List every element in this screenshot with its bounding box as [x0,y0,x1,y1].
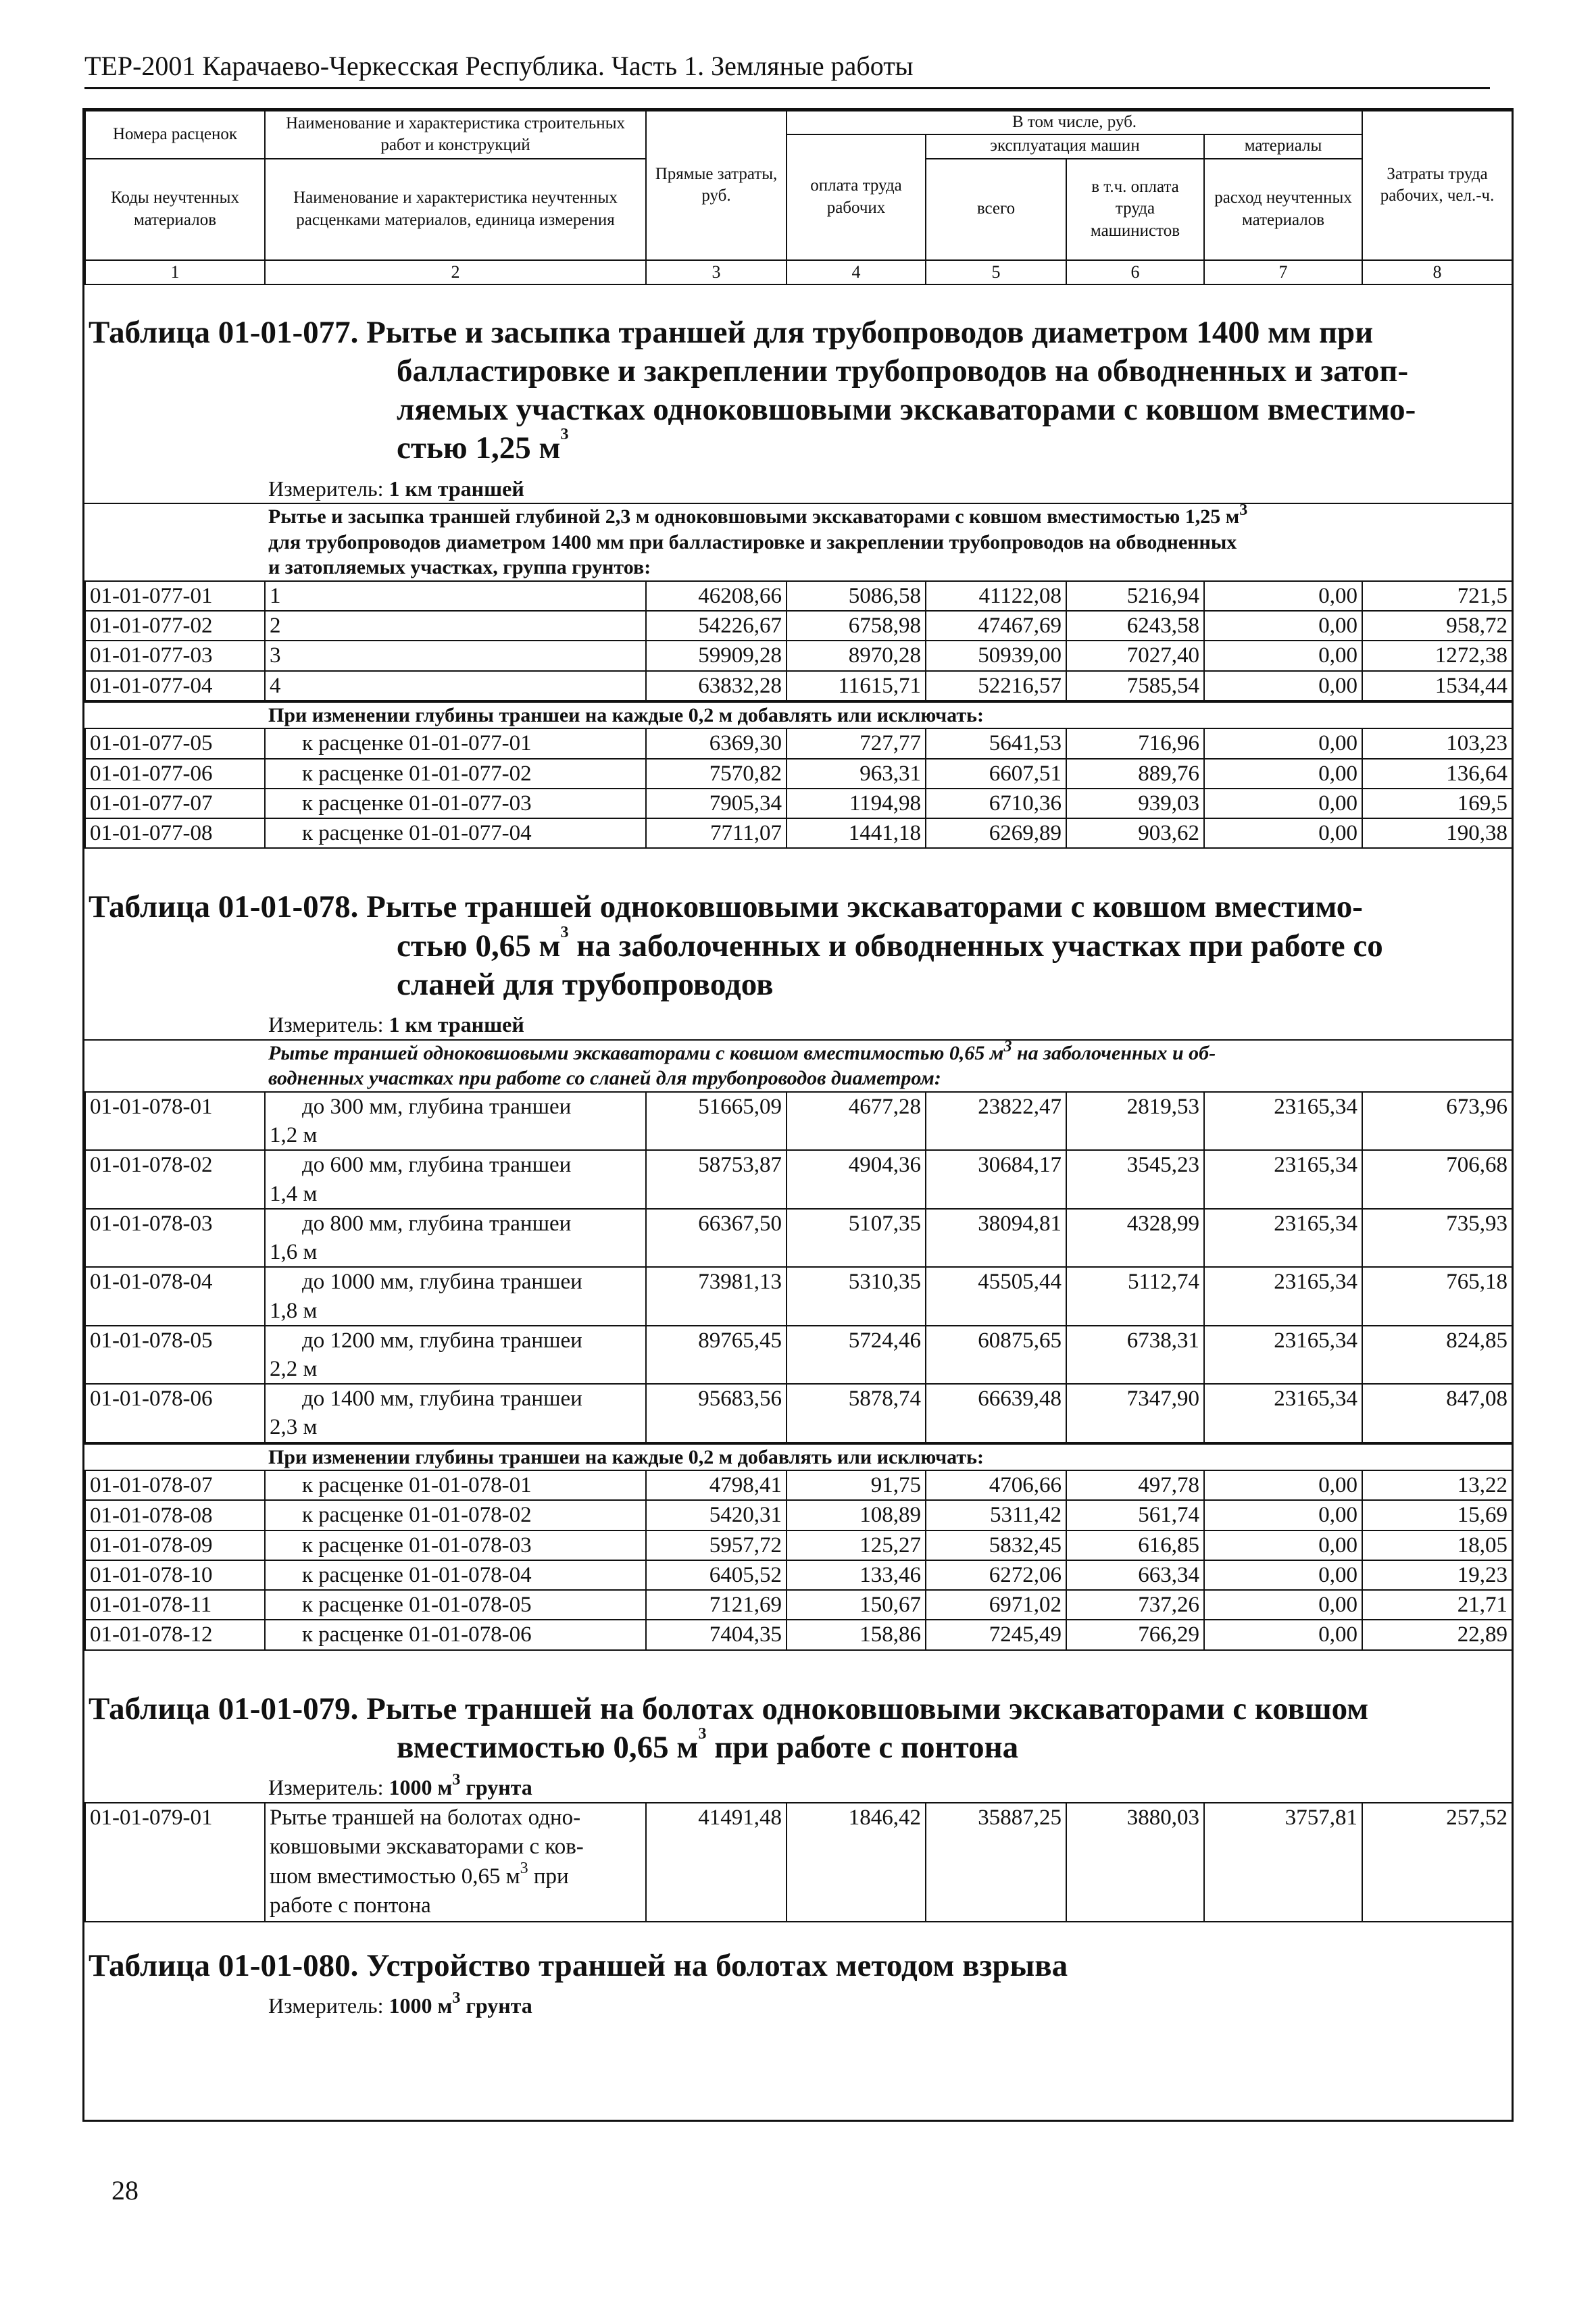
row-value: 5832,45 [926,1530,1066,1560]
row-value: 133,46 [787,1560,926,1590]
row-code: 01-01-078-08 [85,1500,265,1530]
table-077-title-line1: Рытье и засыпка траншей для трубопроводов диаметром 1400 мм при [366,314,1374,350]
row-value: 1846,42 [787,1803,926,1922]
row-value: 0,00 [1204,1500,1362,1530]
page-number: 28 [111,2175,139,2206]
col-num: 6 [1066,260,1204,284]
row-value: 765,18 [1362,1267,1512,1325]
table-079-meter: Измеритель: 1000 $м^3$ грунта [268,1771,532,1800]
row-name: к расценке 01-01-078-03 [265,1530,646,1560]
table-077-label: Таблица 01-01-077. [89,314,359,350]
row-name: 2 [265,611,646,641]
row-value: 58753,87 [646,1150,787,1208]
col2-top: Наименование и характеристика строительных работ и конструкций [265,111,646,159]
row-code: 01-01-078-01 [85,1092,265,1150]
table-row [85,1500,1512,1530]
row-value: 190,38 [1362,818,1512,848]
row-code: 01-01-078-11 [85,1590,265,1620]
table-080-meter: Измеритель: 1000 $м^3$ грунта [268,1989,532,2018]
row-code: 01-01-077-08 [85,818,265,848]
row-value: 7121,69 [646,1590,787,1620]
table-row [85,1803,1512,1922]
table-078-section2: При изменении глубины траншеи на каждые 0,2 м добавлять или исключать: [84,1443,1512,1470]
row-value: 66639,48 [926,1384,1066,1442]
exploit-header: эксплуатация машин [926,134,1204,159]
row-value: 5420,31 [646,1500,787,1530]
row-value: 19,23 [1362,1560,1512,1590]
row-code: 01-01-078-05 [85,1326,265,1384]
row-value: 0,00 [1204,1470,1362,1500]
row-value: 561,74 [1066,1500,1204,1530]
col6: в т.ч. оплата труда машинистов [1066,159,1204,260]
col-num: 2 [265,260,646,284]
row-code: 01-01-078-07 [85,1470,265,1500]
row-value: 4904,36 [787,1150,926,1208]
row-value: 7711,07 [646,818,787,848]
row-code: 01-01-077-02 [85,611,265,641]
row-value: 5086,58 [787,581,926,611]
row-value: 18,05 [1362,1530,1512,1560]
row-value: 41122,08 [926,581,1066,611]
row-name: к расценке 01-01-077-03 [265,789,646,818]
row-value: 5216,94 [1066,581,1204,611]
row-value: 4706,66 [926,1470,1066,1500]
row-value: 6607,51 [926,759,1066,789]
table-077-title-line3: ляемых участках одноковшовыми экскаваторами с ковшом вместимо- [397,392,1416,428]
row-name: до 1000 мм, глубина траншеи 1,8 м [265,1267,646,1325]
row-value: 727,77 [787,728,926,758]
row-value: 0,00 [1204,671,1362,701]
row-value: 0,00 [1204,581,1362,611]
row-value: 737,26 [1066,1590,1204,1620]
row-value: 51665,09 [646,1092,787,1150]
row-code: 01-01-078-02 [85,1150,265,1208]
row-value: 6710,36 [926,789,1066,818]
row-name: до 800 мм, глубина траншеи 1,6 м [265,1209,646,1267]
row-name: к расценке 01-01-077-04 [265,818,646,848]
row-value: 0,00 [1204,611,1362,641]
row-value: 169,5 [1362,789,1512,818]
row-name: к расценке 01-01-077-01 [265,728,646,758]
table-row [85,1384,1512,1442]
row-value: 4328,99 [1066,1209,1204,1267]
row-value: 1441,18 [787,818,926,848]
row-value: 963,31 [787,759,926,789]
row-code: 01-01-078-09 [85,1530,265,1560]
row-value: 5112,74 [1066,1267,1204,1325]
row-value: 66367,50 [646,1209,787,1267]
row-name: до 1200 мм, глубина траншеи 2,2 м [265,1326,646,1384]
table-078-rows-adjust [84,1470,1513,1650]
row-code: 01-01-078-10 [85,1560,265,1590]
row-value: 4798,41 [646,1470,787,1500]
row-value: 7905,34 [646,789,787,818]
table-078-meter: Измеритель: 1 км траншей [268,1012,524,1037]
row-value: 735,93 [1362,1209,1512,1267]
table-079-title-line1: Рытье траншей на болотах одноковшовыми экскаваторами с ковшом [366,1691,1369,1726]
col4: оплата труда рабочих [787,134,926,260]
row-code: 01-01-077-01 [85,581,265,611]
row-value: 5957,72 [646,1530,787,1560]
row-value: 23165,34 [1204,1326,1362,1384]
row-value: 95683,56 [646,1384,787,1442]
row-value: 939,03 [1066,789,1204,818]
col-num: 7 [1204,260,1362,284]
row-value: 6243,58 [1066,611,1204,641]
row-value: 46208,66 [646,581,787,611]
table-row [85,1326,1512,1384]
table-row [85,1470,1512,1500]
row-value: 0,00 [1204,759,1362,789]
table-079-rows [84,1802,1513,1922]
row-value: 15,69 [1362,1500,1512,1530]
table-row [85,581,1512,611]
table-row [85,641,1512,670]
row-value: 35887,25 [926,1803,1066,1922]
row-value: 721,5 [1362,581,1512,611]
table-row [85,1530,1512,1560]
table-row [85,1267,1512,1325]
row-value: 23165,34 [1204,1150,1362,1208]
table-row [85,789,1512,818]
table-row [85,1209,1512,1267]
materials-header: материалы [1204,134,1362,159]
row-value: 6272,06 [926,1560,1066,1590]
col7: расход неучтенных материалов [1204,159,1362,260]
row-value: 45505,44 [926,1267,1066,1325]
table-079-label: Таблица 01-01-079. [89,1691,359,1726]
row-value: 52216,57 [926,671,1066,701]
row-value: 7245,49 [926,1620,1066,1649]
row-value: 6971,02 [926,1590,1066,1620]
row-value: 23165,34 [1204,1092,1362,1150]
table-077-rows [84,580,1513,701]
table-row [85,1590,1512,1620]
table-row [85,759,1512,789]
table-080-title-line1: Устройство траншей на болотах методом взрыва [366,1948,1068,1984]
col1-top: Номера расценок [85,111,265,159]
row-value: 6738,31 [1066,1326,1204,1384]
row-value: 136,64 [1362,759,1512,789]
row-value: 13,22 [1362,1470,1512,1500]
row-value: 5107,35 [787,1209,926,1267]
table-077-title-line2: балластировке и закреплении трубопроводов на обводненных и затоп- [397,353,1409,389]
row-value: 706,68 [1362,1150,1512,1208]
row-value: 8970,28 [787,641,926,670]
row-value: 6369,30 [646,728,787,758]
row-code: 01-01-078-12 [85,1620,265,1649]
row-name: к расценке 01-01-078-02 [265,1500,646,1530]
row-value: 6269,89 [926,818,1066,848]
table-078-label: Таблица 01-01-078. [89,889,359,925]
incl-header: В том числе, руб. [787,111,1362,134]
row-value: 54226,67 [646,611,787,641]
row-value: 7347,90 [1066,1384,1204,1442]
row-name: к расценке 01-01-078-06 [265,1620,646,1649]
row-value: 0,00 [1204,1530,1362,1560]
table-078-section1: Рытье траншей одноковшовыми экскаваторами с ковшом вместимостью 0,65 $м^3$ на заболоченных и об- водненных участках при работе со сланей для трубопроводов диаметром: [84,1039,1512,1091]
table-080-label: Таблица 01-01-080. [89,1948,359,1984]
row-value: 0,00 [1204,728,1362,758]
row-value: 0,00 [1204,1560,1362,1590]
table-079-title-line2: вместимостью 0,65 $м^3$ при работе с понтона [397,1724,1019,1765]
row-value: 958,72 [1362,611,1512,641]
row-name: до 1400 мм, глубина траншеи 2,3 м [265,1384,646,1442]
row-name: 1 [265,581,646,611]
table-078-title-line3: сланей для трубопроводов [397,966,774,1002]
row-value: 5724,46 [787,1326,926,1384]
col-num: 3 [646,260,787,284]
row-value: 38094,81 [926,1209,1066,1267]
table-row [85,818,1512,848]
table-row [85,1620,1512,1649]
row-value: 0,00 [1204,641,1362,670]
row-value: 2819,53 [1066,1092,1204,1150]
row-value: 497,78 [1066,1470,1204,1500]
table-080-title [84,1922,1512,1985]
table-row [85,728,1512,758]
col8: Затраты труда рабочих, чел.-ч. [1362,111,1512,260]
row-value: 89765,45 [646,1326,787,1384]
row-code: 01-01-079-01 [85,1803,265,1922]
row-value: 125,27 [787,1530,926,1560]
row-value: 59909,28 [646,641,787,670]
row-value: 5878,74 [787,1384,926,1442]
table-row [85,1092,1512,1150]
column-header-table [84,110,1513,285]
col-num: 8 [1362,260,1512,284]
row-code: 01-01-077-03 [85,641,265,670]
row-value: 3880,03 [1066,1803,1204,1922]
row-name: к расценке 01-01-078-05 [265,1590,646,1620]
table-077-section2: При изменении глубины траншеи на каждые 0,2 м добавлять или исключать: [84,701,1512,728]
table-077-meter: Измеритель: 1 км траншей [268,476,524,501]
row-name: до 300 мм, глубина траншеи 1,2 м [265,1092,646,1150]
table-077-rows-adjust [84,728,1513,849]
row-value: 60875,65 [926,1326,1066,1384]
row-value: 158,86 [787,1620,926,1649]
row-code: 01-01-077-06 [85,759,265,789]
row-value: 41491,48 [646,1803,787,1922]
row-code: 01-01-078-03 [85,1209,265,1267]
row-name: к расценке 01-01-078-01 [265,1470,646,1500]
row-value: 5311,42 [926,1500,1066,1530]
col-num: 5 [926,260,1066,284]
row-code: 01-01-077-07 [85,789,265,818]
row-value: 7585,54 [1066,671,1204,701]
table-row [85,611,1512,641]
row-value: 0,00 [1204,1590,1362,1620]
row-value: 103,23 [1362,728,1512,758]
row-code: 01-01-077-04 [85,671,265,701]
row-value: 716,96 [1066,728,1204,758]
col-num: 1 [85,260,265,284]
row-value: 1534,44 [1362,671,1512,701]
row-value: 4677,28 [787,1092,926,1150]
row-value: 108,89 [787,1500,926,1530]
row-value: 73981,13 [646,1267,787,1325]
col3: Прямые затраты, руб. [646,111,787,260]
row-name: до 600 мм, глубина траншеи 1,4 м [265,1150,646,1208]
row-value: 1272,38 [1362,641,1512,670]
row-value: 663,34 [1066,1560,1204,1590]
row-code: 01-01-078-04 [85,1267,265,1325]
table-row [85,1150,1512,1208]
row-value: 0,00 [1204,818,1362,848]
row-value: 7404,35 [646,1620,787,1649]
row-name: Рытье траншей на болотах одно- ковшовыми экскаваторами с ков- шом вместимостью 0,65 $м^3$ при работе с понтона [265,1803,646,1922]
row-value: 21,71 [1362,1590,1512,1620]
table-077-section1: Рытье и засыпка траншей глубиной 2,3 м одноковшовыми экскаваторами с ковшом вместимостью 1,25 $м^3$ для трубопроводов диаметром 1400 мм при балластировке и закреплении трубопроводов на обводненных и затопляемых участках, группа грунтов: [84,503,1512,580]
table-079-title [84,1651,1512,1768]
row-value: 889,76 [1066,759,1204,789]
row-value: 3757,81 [1204,1803,1362,1922]
row-value: 7027,40 [1066,641,1204,670]
document-frame [82,108,1514,2122]
row-value: 257,52 [1362,1803,1512,1922]
row-value: 5310,35 [787,1267,926,1325]
row-value: 11615,71 [787,671,926,701]
col1-bottom: Коды неучтенных материалов [85,159,265,260]
row-code: 01-01-078-06 [85,1384,265,1442]
row-value: 23822,47 [926,1092,1066,1150]
row-value: 0,00 [1204,1620,1362,1649]
row-value: 7570,82 [646,759,787,789]
row-value: 47467,69 [926,611,1066,641]
row-value: 0,00 [1204,789,1362,818]
row-value: 5641,53 [926,728,1066,758]
row-value: 1194,98 [787,789,926,818]
row-value: 616,85 [1066,1530,1204,1560]
row-value: 847,08 [1362,1384,1512,1442]
row-value: 91,75 [787,1470,926,1500]
row-code: 01-01-077-05 [85,728,265,758]
row-name: к расценке 01-01-077-02 [265,759,646,789]
col5: всего [926,159,1066,260]
row-value: 6405,52 [646,1560,787,1590]
row-value: 824,85 [1362,1326,1512,1384]
col-num: 4 [787,260,926,284]
table-row [85,671,1512,701]
row-value: 22,89 [1362,1620,1512,1649]
row-value: 3545,23 [1066,1150,1204,1208]
row-name: к расценке 01-01-078-04 [265,1560,646,1590]
table-078-title-line2: стью 0,65 $м^3$ на заболоченных и обводненных участках при работе со [397,923,1383,964]
table-077-title [84,285,1512,468]
row-name: 3 [265,641,646,670]
row-value: 23165,34 [1204,1267,1362,1325]
row-value: 23165,34 [1204,1209,1362,1267]
col2-bottom: Наименование и характеристика неучтенных расценками материалов, единица измерения [265,159,646,260]
row-value: 150,67 [787,1590,926,1620]
row-value: 6758,98 [787,611,926,641]
row-value: 30684,17 [926,1150,1066,1208]
table-078-rows [84,1091,1513,1443]
row-value: 673,96 [1362,1092,1512,1150]
row-name: 4 [265,671,646,701]
row-value: 903,62 [1066,818,1204,848]
row-value: 766,29 [1066,1620,1204,1649]
row-value: 50939,00 [926,641,1066,670]
table-row [85,1560,1512,1590]
row-value: 63832,28 [646,671,787,701]
row-value: 23165,34 [1204,1384,1362,1442]
table-078-title-line1: Рытье траншей одноковшовыми экскаваторами с ковшом вместимо- [366,889,1363,925]
table-078-title [84,849,1512,1004]
page-header: ТЕР-2001 Карачаево-Черкесская Республика. Часть 1. Земляные работы [84,50,1490,89]
table-077-title-line4: стью 1,25 $м^3$ [397,426,569,466]
